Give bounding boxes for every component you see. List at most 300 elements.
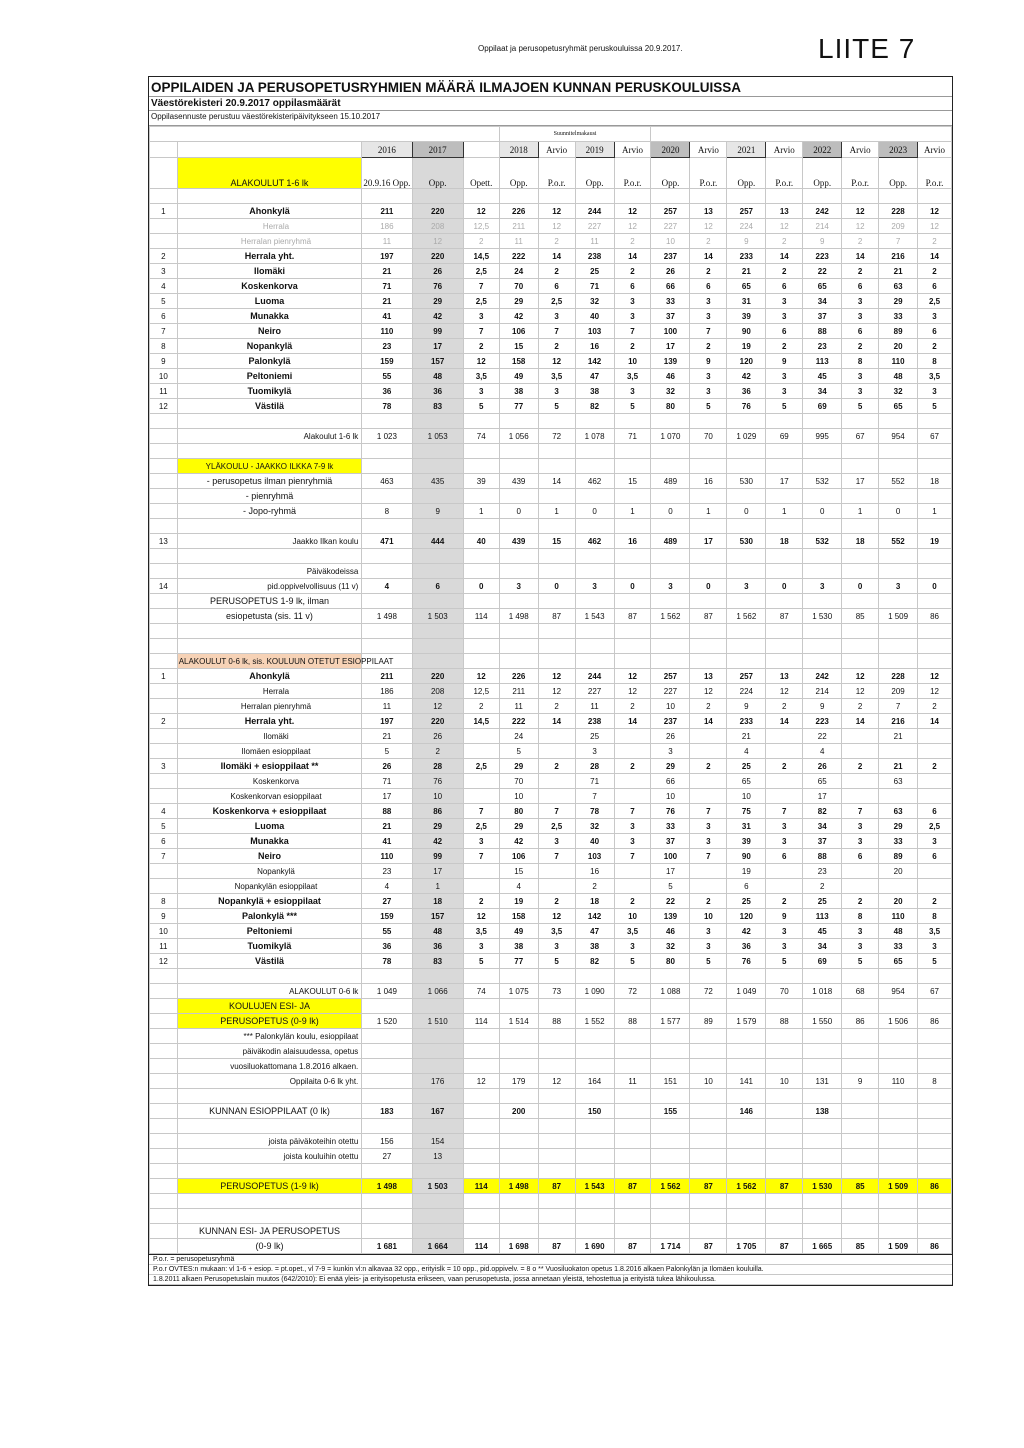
value-cell [614, 489, 651, 504]
value-cell [879, 459, 918, 474]
value-cell [499, 189, 538, 204]
value-cell: 2 [538, 264, 575, 279]
value-cell [803, 189, 842, 204]
row-number: 6 [150, 309, 178, 324]
row-number [150, 774, 178, 789]
value-cell [727, 969, 766, 984]
value-cell [614, 654, 651, 669]
value-cell: 3 [614, 384, 651, 399]
value-cell: 42 [499, 309, 538, 324]
value-cell: 19 [727, 339, 766, 354]
row-number [150, 654, 178, 669]
value-cell: 552 [879, 474, 918, 489]
row-label: - pienryhmä [177, 489, 362, 504]
value-cell: 65 [803, 774, 842, 789]
value-cell [651, 489, 690, 504]
table-row [150, 1194, 952, 1209]
table-row [150, 729, 952, 744]
value-cell [362, 999, 412, 1014]
value-cell: 158 [499, 909, 538, 924]
value-cell [690, 624, 727, 639]
row-label: Palonkylä [177, 354, 362, 369]
value-cell: 12 [614, 684, 651, 699]
value-cell: 3 [766, 384, 803, 399]
value-cell: 7 [879, 234, 918, 249]
value-cell: 13 [412, 1149, 463, 1164]
row-number [150, 1119, 178, 1134]
value-cell: 5 [614, 399, 651, 414]
value-cell [575, 1164, 614, 1179]
value-cell [918, 1089, 952, 1104]
value-cell [842, 1029, 879, 1044]
table-row [150, 984, 952, 999]
value-cell [575, 489, 614, 504]
value-cell [614, 444, 651, 459]
value-cell: 1 579 [727, 1014, 766, 1029]
value-cell: 9 [412, 504, 463, 519]
value-cell: 48 [879, 369, 918, 384]
value-cell: 489 [651, 474, 690, 489]
value-cell: 42 [727, 369, 766, 384]
value-cell [690, 729, 727, 744]
value-cell: 3 [842, 369, 879, 384]
value-cell: 3,5 [918, 924, 952, 939]
value-cell: 15 [538, 534, 575, 549]
value-cell: 227 [651, 684, 690, 699]
row-label: Oppilaita 0-6 lk yht. [177, 1074, 362, 1089]
column-header: Opp. [412, 158, 463, 189]
value-cell: 3 [690, 294, 727, 309]
value-cell: 244 [575, 204, 614, 219]
value-cell: 14 [614, 714, 651, 729]
value-cell: 5 [918, 399, 952, 414]
value-cell: 37 [651, 309, 690, 324]
value-cell [842, 1089, 879, 1104]
value-cell [499, 489, 538, 504]
value-cell: 224 [727, 219, 766, 234]
value-cell: 12 [463, 669, 499, 684]
value-cell [614, 969, 651, 984]
row-label: PERUSOPETUS (1-9 lk) [177, 1179, 362, 1194]
value-cell: 74 [463, 984, 499, 999]
table-row [150, 609, 952, 624]
value-cell: 223 [803, 714, 842, 729]
value-cell: 75 [727, 804, 766, 819]
value-cell [575, 1224, 614, 1239]
value-cell: 14 [690, 714, 727, 729]
value-cell [727, 1029, 766, 1044]
value-cell: 186 [362, 219, 412, 234]
value-cell [879, 1149, 918, 1164]
value-cell: 159 [362, 909, 412, 924]
value-cell: 444 [412, 534, 463, 549]
value-cell [651, 1134, 690, 1149]
value-cell: 2 [614, 699, 651, 714]
value-cell: 86 [918, 1014, 952, 1029]
row-number: 3 [150, 759, 178, 774]
value-cell: 9 [842, 1074, 879, 1089]
value-cell: 1 [918, 504, 952, 519]
value-cell [538, 549, 575, 564]
value-cell: 2 [538, 894, 575, 909]
year-cell: 2019 [575, 142, 614, 158]
value-cell [690, 789, 727, 804]
value-cell: 6 [918, 324, 952, 339]
value-cell [412, 444, 463, 459]
value-cell: 29 [879, 819, 918, 834]
value-cell [463, 789, 499, 804]
value-cell [766, 414, 803, 429]
value-cell [412, 459, 463, 474]
year-cell: 2017 [412, 142, 463, 158]
value-cell [499, 414, 538, 429]
column-header: Opp. [803, 158, 842, 189]
value-cell: 3,5 [538, 924, 575, 939]
value-cell: 49 [499, 369, 538, 384]
value-cell: 69 [803, 954, 842, 969]
value-cell [499, 1209, 538, 1224]
value-cell: 87 [766, 609, 803, 624]
year-cell: Arvio [842, 142, 879, 158]
value-cell: 12 [918, 204, 952, 219]
value-cell: 80 [651, 399, 690, 414]
value-cell [727, 1059, 766, 1074]
value-cell: 6 [538, 279, 575, 294]
value-cell [362, 519, 412, 534]
value-cell [690, 774, 727, 789]
value-cell: 41 [362, 834, 412, 849]
value-cell [690, 879, 727, 894]
row-number: 12 [150, 954, 178, 969]
value-cell: 29 [499, 294, 538, 309]
value-cell: 2 [842, 894, 879, 909]
value-cell: 4 [362, 879, 412, 894]
row-label: vuosiluokattomana 1.8.2016 alkaen. [177, 1059, 362, 1074]
value-cell: 21 [362, 729, 412, 744]
value-cell: 36 [727, 939, 766, 954]
value-cell: 2,5 [538, 294, 575, 309]
value-cell [499, 1044, 538, 1059]
value-cell [463, 729, 499, 744]
value-cell: 3 [463, 834, 499, 849]
value-cell [766, 1029, 803, 1044]
value-cell [690, 459, 727, 474]
value-cell [766, 1059, 803, 1074]
value-cell [412, 1044, 463, 1059]
value-cell [463, 1059, 499, 1074]
value-cell [538, 1164, 575, 1179]
value-cell [727, 1149, 766, 1164]
value-cell [803, 1194, 842, 1209]
value-cell [575, 1044, 614, 1059]
table-row [150, 774, 952, 789]
value-cell: 257 [727, 669, 766, 684]
year-cell: Arvio [614, 142, 651, 158]
value-cell [614, 1194, 651, 1209]
value-cell [766, 1209, 803, 1224]
table-row [150, 819, 952, 834]
subheader-row [150, 158, 952, 189]
value-cell: 82 [803, 804, 842, 819]
value-cell: 0 [651, 504, 690, 519]
value-cell: 1 498 [362, 609, 412, 624]
value-cell: 80 [651, 954, 690, 969]
value-cell: 6 [766, 279, 803, 294]
value-cell [690, 189, 727, 204]
value-cell: 20 [879, 894, 918, 909]
row-label: joista kouluihin otettu [177, 1149, 362, 1164]
value-cell [614, 624, 651, 639]
row-label [177, 1089, 362, 1104]
value-cell: 36 [412, 384, 463, 399]
value-cell [412, 1059, 463, 1074]
value-cell: 16 [575, 339, 614, 354]
value-cell [879, 414, 918, 429]
value-cell [879, 594, 918, 609]
value-cell: 33 [651, 819, 690, 834]
table-row [150, 909, 952, 924]
value-cell: 233 [727, 714, 766, 729]
value-cell: 25 [803, 894, 842, 909]
table-row [150, 459, 952, 474]
value-cell: 20 [879, 864, 918, 879]
value-cell: 70 [499, 774, 538, 789]
plan-period-label: Suunnitelmakausi [499, 127, 651, 142]
row-label [177, 639, 362, 654]
value-cell: 19 [499, 894, 538, 909]
value-cell: 82 [575, 399, 614, 414]
value-cell [690, 564, 727, 579]
value-cell [499, 1029, 538, 1044]
value-cell: 63 [879, 774, 918, 789]
row-label [177, 1164, 362, 1179]
value-cell [803, 1134, 842, 1149]
value-cell: 216 [879, 249, 918, 264]
value-cell [842, 999, 879, 1014]
table-row [150, 294, 952, 309]
value-cell [766, 624, 803, 639]
row-label: pid.oppivelvollisuus (11 v) [177, 579, 362, 594]
row-number [150, 1134, 178, 1149]
value-cell: 11 [499, 234, 538, 249]
value-cell [879, 1134, 918, 1149]
table-row [150, 1164, 952, 1179]
value-cell: 32 [575, 294, 614, 309]
table-row [150, 549, 952, 564]
value-cell: 2,5 [463, 759, 499, 774]
value-cell: 2 [842, 759, 879, 774]
value-cell [651, 1224, 690, 1239]
value-cell [538, 774, 575, 789]
value-cell: 69 [766, 429, 803, 444]
value-cell [538, 1224, 575, 1239]
value-cell: 18 [575, 894, 614, 909]
row-label: Tuomikylä [177, 384, 362, 399]
value-cell [879, 1044, 918, 1059]
value-cell: 1 056 [499, 429, 538, 444]
value-cell: 0 [499, 504, 538, 519]
value-cell: 1 509 [879, 1239, 918, 1254]
value-cell: 63 [879, 279, 918, 294]
value-cell: 5 [651, 879, 690, 894]
value-cell: 3 [690, 819, 727, 834]
value-cell [463, 189, 499, 204]
value-cell: 1 498 [362, 1179, 412, 1194]
column-header [150, 158, 178, 189]
value-cell [690, 744, 727, 759]
value-cell [538, 489, 575, 504]
value-cell [651, 624, 690, 639]
table-row [150, 279, 952, 294]
value-cell [918, 1119, 952, 1134]
value-cell: 3 [842, 309, 879, 324]
value-cell: 435 [412, 474, 463, 489]
value-cell [538, 459, 575, 474]
value-cell: 17 [412, 339, 463, 354]
row-number [150, 1209, 178, 1224]
value-cell: 9 [690, 354, 727, 369]
value-cell [575, 444, 614, 459]
value-cell: 113 [803, 354, 842, 369]
value-cell [463, 549, 499, 564]
column-header: P.o.r. [690, 158, 727, 189]
value-cell: 77 [499, 954, 538, 969]
row-number [150, 684, 178, 699]
value-cell [463, 639, 499, 654]
value-cell: 21 [879, 729, 918, 744]
value-cell: 21 [879, 264, 918, 279]
row-label: Tuomikylä [177, 939, 362, 954]
value-cell [614, 414, 651, 429]
value-cell: 227 [651, 219, 690, 234]
value-cell: 8 [918, 909, 952, 924]
value-cell [575, 1059, 614, 1074]
value-cell: 2 [690, 234, 727, 249]
table-row [150, 414, 952, 429]
value-cell [727, 1119, 766, 1134]
value-cell: 3 [575, 744, 614, 759]
value-cell: 2 [614, 264, 651, 279]
value-cell [690, 654, 727, 669]
value-cell: 11 [362, 234, 412, 249]
row-label: - Jopo-ryhmä [177, 504, 362, 519]
value-cell [575, 189, 614, 204]
value-cell [879, 1224, 918, 1239]
column-header: 20.9.16 Opp. [362, 158, 412, 189]
value-cell: 1 070 [651, 429, 690, 444]
value-cell: 12 [918, 669, 952, 684]
value-cell: 40 [463, 534, 499, 549]
table-row [150, 864, 952, 879]
value-cell: 1 562 [727, 609, 766, 624]
value-cell [614, 639, 651, 654]
row-label: YLÄKOULU - JAAKKO ILKKA 7-9 lk [177, 459, 362, 474]
table-row [150, 654, 952, 669]
value-cell [538, 789, 575, 804]
table-row [150, 1044, 952, 1059]
value-cell: 103 [575, 324, 614, 339]
value-cell: 7 [879, 699, 918, 714]
value-cell [538, 519, 575, 534]
value-cell [690, 594, 727, 609]
value-cell: 72 [538, 429, 575, 444]
value-cell [842, 519, 879, 534]
value-cell: 17 [766, 474, 803, 489]
value-cell [463, 879, 499, 894]
value-cell [727, 1224, 766, 1239]
value-cell: 36 [412, 939, 463, 954]
value-cell: 13 [690, 669, 727, 684]
table-row [150, 924, 952, 939]
value-cell [803, 1044, 842, 1059]
table-row [150, 1149, 952, 1164]
value-cell: 2 [614, 339, 651, 354]
value-cell: 77 [499, 399, 538, 414]
value-cell: 5 [690, 399, 727, 414]
value-cell: 3 [842, 384, 879, 399]
value-cell [362, 1044, 412, 1059]
value-cell: 14 [614, 249, 651, 264]
value-cell [803, 1119, 842, 1134]
value-cell [463, 564, 499, 579]
value-cell [766, 1194, 803, 1209]
value-cell: 29 [412, 294, 463, 309]
value-cell [879, 564, 918, 579]
table-row [150, 189, 952, 204]
value-cell: 21 [727, 729, 766, 744]
value-cell: 3 [918, 834, 952, 849]
value-cell: 120 [727, 354, 766, 369]
row-label: Herrala [177, 684, 362, 699]
sheet-title: OPPILAIDEN JA PERUSOPETUSRYHMIEN MÄÄRÄ ILMAJOEN KUNNAN PERUSKOULUISSA [149, 77, 952, 97]
row-label: KUNNAN ESIOPPILAAT (0 lk) [177, 1104, 362, 1119]
value-cell [651, 444, 690, 459]
value-cell [412, 1194, 463, 1209]
value-cell: 5 [614, 954, 651, 969]
value-cell [362, 1089, 412, 1104]
table-row [150, 759, 952, 774]
value-cell: 532 [803, 474, 842, 489]
value-cell: 12,5 [463, 684, 499, 699]
value-cell: 9 [766, 909, 803, 924]
row-number [150, 429, 178, 444]
value-cell [412, 189, 463, 204]
value-cell [463, 654, 499, 669]
value-cell [538, 624, 575, 639]
value-cell: 12 [614, 219, 651, 234]
value-cell: 3 [727, 579, 766, 594]
value-cell: 197 [362, 249, 412, 264]
value-cell [538, 999, 575, 1014]
value-cell: 65 [803, 279, 842, 294]
value-cell [412, 1089, 463, 1104]
row-number: 6 [150, 834, 178, 849]
value-cell [879, 624, 918, 639]
value-cell: 954 [879, 984, 918, 999]
value-cell: 55 [362, 924, 412, 939]
value-cell [651, 1209, 690, 1224]
spreadsheet [148, 76, 953, 1286]
row-label [177, 549, 362, 564]
value-cell: 0 [842, 579, 879, 594]
value-cell [879, 654, 918, 669]
value-cell: 15 [614, 474, 651, 489]
value-cell [463, 624, 499, 639]
value-cell [918, 549, 952, 564]
value-cell [499, 1194, 538, 1209]
value-cell: 114 [463, 1239, 499, 1254]
value-cell: 211 [362, 204, 412, 219]
